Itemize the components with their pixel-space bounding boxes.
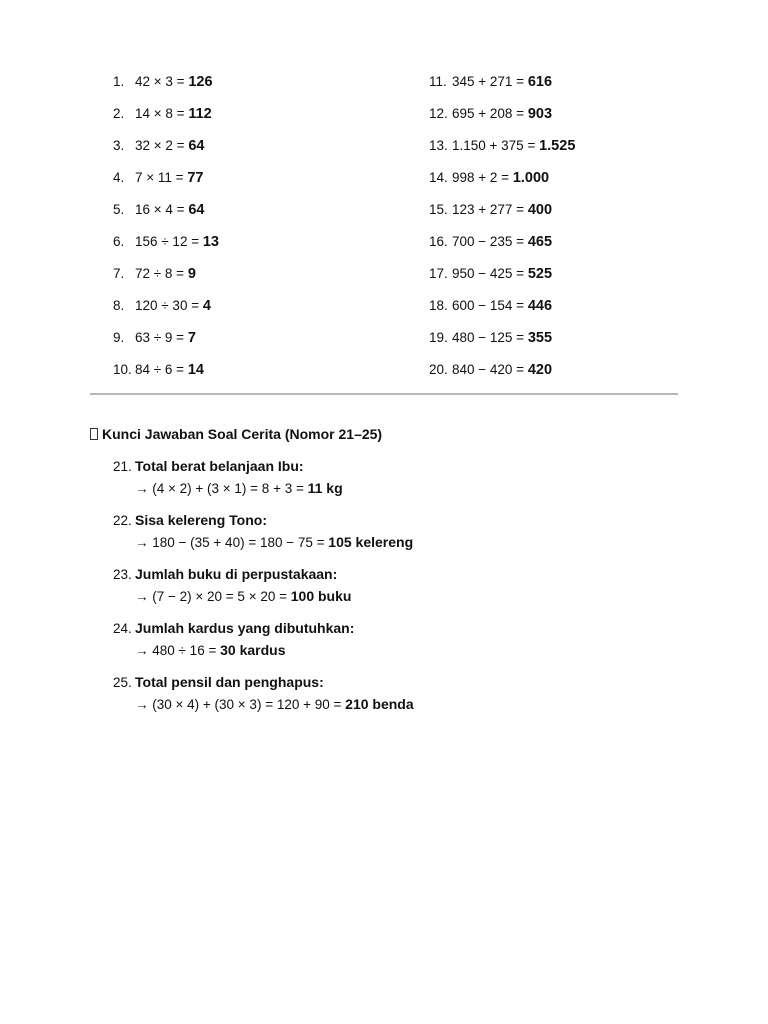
problem-item [113,359,219,391]
problem-answer: 64 [188,138,205,154]
story-working: → (30 × 4) + (30 × 3) = 120 + 90 = [135,697,342,712]
problem-expression: 345 + 271 = [452,74,525,89]
story-answer: 210 benda [345,696,414,712]
story-number: 24. [113,621,132,636]
story-number: 21. [113,459,132,474]
story-number: 25. [113,675,132,690]
story-item [113,672,414,726]
story-answer: 11 kg [307,480,343,496]
story-number: 23. [113,567,132,582]
problem-expression: 72 ÷ 8 = [135,266,185,281]
problem-item [429,327,575,359]
problem-expression: 84 ÷ 6 = [135,362,185,377]
problem-number: 19. [429,330,448,345]
problem-item [113,327,219,359]
problem-number: 5. [113,202,125,217]
story-question: Jumlah buku di perpustakaan: [135,566,338,582]
problem-list-right [429,71,575,391]
problem-item [113,71,219,103]
section-title-text: Kunci Jawaban Soal Cerita (Nomor 21–25) [102,426,383,442]
section-title [90,424,382,444]
section-divider [90,393,678,395]
problem-number: 1. [113,74,125,89]
problem-item [429,231,575,263]
problem-number: 13. [429,138,448,153]
story-question: Total berat belanjaan Ibu: [135,458,304,474]
problem-answer: 525 [527,266,553,282]
problem-item [113,263,219,295]
problem-answer: 355 [527,330,553,346]
problem-expression: 480 − 125 = [452,330,525,345]
story-answer: 30 kardus [220,642,286,658]
problem-item [429,135,575,167]
problem-number: 10. [113,362,132,377]
problem-expression: 14 × 8 = [135,106,185,121]
problem-answer: 420 [527,362,553,378]
problem-answer: 77 [187,170,204,186]
problem-item [429,359,575,391]
problem-answer: 1.525 [539,138,576,154]
problem-answer: 616 [527,74,553,90]
problem-expression: 7 × 11 = [135,170,184,185]
problem-answer: 126 [188,74,213,90]
problem-number: 20. [429,362,448,377]
problem-item [429,263,575,295]
story-number: 22. [113,513,132,528]
story-item [113,564,414,618]
problem-answer: 9 [187,266,196,282]
problem-item [113,199,219,231]
problem-expression: 63 ÷ 9 = [135,330,185,345]
problem-expression: 700 − 235 = [452,234,525,249]
story-item [113,510,414,564]
problem-expression: 695 + 208 = [452,106,525,121]
problem-answer: 14 [187,362,204,378]
problem-number: 17. [429,266,448,281]
story-answer: 105 kelereng [328,534,414,550]
problem-expression: 998 + 2 = [452,170,510,185]
problem-answer: 13 [202,234,219,250]
problem-expression: 123 + 277 = [452,202,525,217]
problem-answer: 465 [527,234,553,250]
story-working: → 480 ÷ 16 = [135,643,217,658]
problem-number: 8. [113,298,125,313]
story-answer: 100 buku [290,588,352,604]
problem-number: 14. [429,170,448,185]
problem-answer: 400 [527,202,553,218]
problem-expression: 840 − 420 = [452,362,525,377]
problem-expression: 600 − 154 = [452,298,525,313]
problem-item [429,103,575,135]
problem-expression: 1.150 + 375 = [452,138,536,153]
problem-expression: 950 − 425 = [452,266,525,281]
problem-number: 11. [429,74,447,89]
story-answer-list [113,456,414,726]
problem-item [429,167,575,199]
story-question: Sisa kelereng Tono: [135,512,267,528]
problem-number: 9. [113,330,125,345]
problem-item [113,167,219,199]
problem-number: 2. [113,106,125,121]
story-item [113,456,414,510]
problem-number: 4. [113,170,125,185]
problem-answer: 4 [202,298,211,314]
problem-answer: 64 [188,202,205,218]
missing-glyph-icon [90,428,98,440]
problem-answer: 1.000 [512,170,550,186]
problem-item [113,103,219,135]
problem-number: 12. [429,106,448,121]
problem-expression: 16 × 4 = [135,202,185,217]
problem-item [113,135,219,167]
story-working: → 180 − (35 + 40) = 180 − 75 = [135,535,325,550]
story-working: → (7 − 2) × 20 = 5 × 20 = [135,589,287,604]
problem-item [113,295,219,327]
problem-item [429,295,575,327]
problem-number: 7. [113,266,125,281]
story-question: Jumlah kardus yang dibutuhkan: [135,620,355,636]
story-question: Total pensil dan penghapus: [135,674,324,690]
problem-item [429,199,575,231]
problem-number: 15. [429,202,448,217]
problem-item [113,231,219,263]
problem-number: 18. [429,298,448,313]
problem-number: 16. [429,234,448,249]
problem-expression: 32 × 2 = [135,138,185,153]
problem-expression: 42 × 3 = [135,74,185,89]
problem-answer: 112 [188,106,212,122]
story-working: → (4 × 2) + (3 × 1) = 8 + 3 = [135,481,304,496]
story-item [113,618,414,672]
problem-item [429,71,575,103]
problem-answer: 446 [527,298,553,314]
problem-expression: 120 ÷ 30 = [135,298,200,313]
problem-expression: 156 ÷ 12 = [135,234,200,249]
problem-number: 3. [113,138,125,153]
problem-answer: 903 [527,106,553,122]
problem-answer: 7 [187,330,196,346]
problem-number: 6. [113,234,125,249]
problem-list-left [113,71,219,391]
